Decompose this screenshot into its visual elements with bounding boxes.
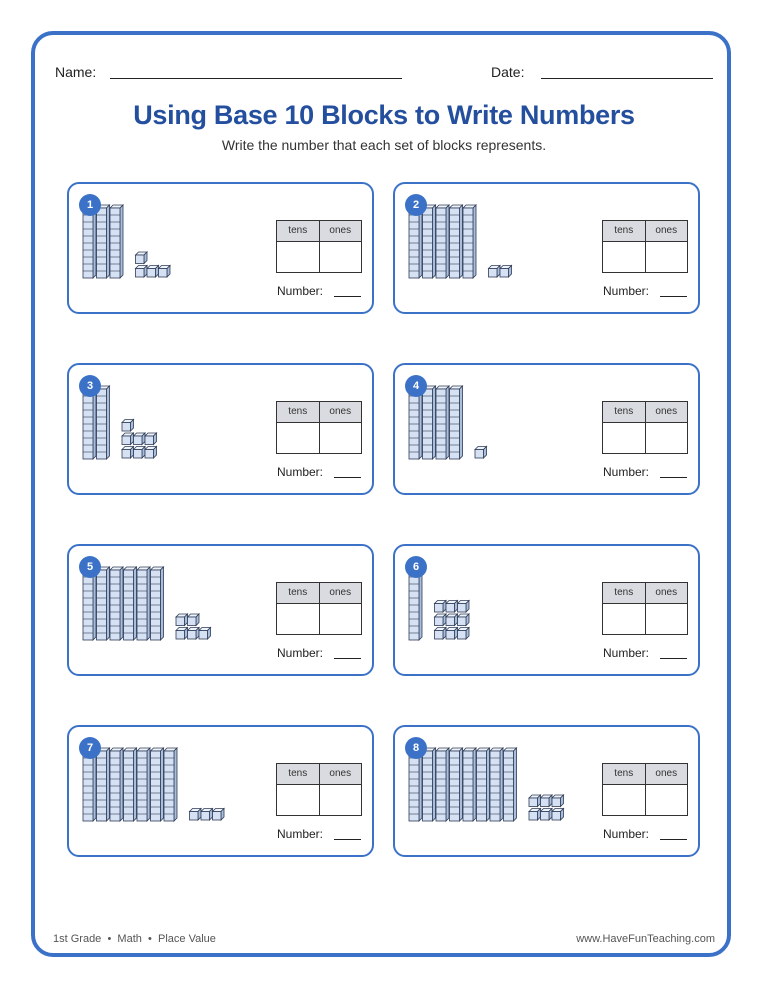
problem-card xyxy=(393,544,700,676)
tens-header: tens xyxy=(277,221,320,241)
place-value-table xyxy=(602,220,688,273)
ones-cube xyxy=(134,447,146,459)
ones-cube xyxy=(201,809,213,821)
tens-rod xyxy=(124,567,137,640)
tens-rod xyxy=(124,748,137,821)
tens-header: tens xyxy=(277,764,320,784)
table-body xyxy=(277,242,361,272)
ones-cube xyxy=(529,809,541,821)
ones-cube xyxy=(541,809,553,821)
ones-answer-cell[interactable] xyxy=(320,604,362,634)
place-value-table xyxy=(276,582,362,635)
tens-rod xyxy=(110,567,123,640)
table-header xyxy=(277,764,361,785)
footer-subject: Math xyxy=(117,933,142,945)
ones-cube xyxy=(446,628,458,640)
ones-cube xyxy=(458,628,470,640)
tens-rod xyxy=(463,748,476,821)
ones-answer-cell[interactable] xyxy=(646,423,688,453)
number-answer-line[interactable] xyxy=(660,658,687,659)
tens-rod xyxy=(97,748,110,821)
ones-cube xyxy=(176,614,188,626)
ones-cube xyxy=(190,809,202,821)
ones-cube xyxy=(541,795,553,807)
ones-answer-cell[interactable] xyxy=(320,242,362,272)
ones-cube xyxy=(199,628,211,640)
table-header xyxy=(603,583,687,604)
tens-rod xyxy=(450,205,463,278)
tens-header: tens xyxy=(277,402,320,422)
problem-number-badge: 1 xyxy=(79,194,101,216)
tens-rod xyxy=(97,386,110,459)
ones-header: ones xyxy=(329,406,352,417)
ones-header: ones xyxy=(329,225,352,236)
number-answer-line[interactable] xyxy=(660,296,687,297)
problem-card xyxy=(67,725,374,857)
tens-rod xyxy=(436,386,449,459)
number-label: Number: xyxy=(277,465,324,479)
tens-rod xyxy=(423,205,436,278)
ones-cube xyxy=(188,628,200,640)
tens-rod xyxy=(450,386,463,459)
tens-rod xyxy=(423,748,436,821)
number-label: Number: xyxy=(277,646,324,660)
footer-topic: Place Value xyxy=(158,933,216,945)
table-body xyxy=(277,604,361,634)
table-header xyxy=(603,764,687,785)
problem-number-badge: 8 xyxy=(405,737,427,759)
ones-cube xyxy=(435,628,447,640)
number-answer-line[interactable] xyxy=(660,839,687,840)
table-header xyxy=(277,402,361,423)
ones-cube xyxy=(188,614,200,626)
ones-cube xyxy=(213,809,225,821)
name-field[interactable] xyxy=(110,78,402,79)
ones-cube xyxy=(145,447,157,459)
ones-cube xyxy=(134,433,146,445)
problem-card xyxy=(393,182,700,314)
tens-rod xyxy=(110,205,123,278)
tens-header: tens xyxy=(603,221,646,241)
table-body xyxy=(603,604,687,634)
number-label: Number: xyxy=(603,465,650,479)
ones-cube xyxy=(136,266,148,278)
ones-answer-cell[interactable] xyxy=(646,242,688,272)
table-body xyxy=(603,423,687,453)
problem-card xyxy=(67,363,374,495)
tens-header: tens xyxy=(603,583,646,603)
ones-cube xyxy=(529,795,541,807)
place-value-table xyxy=(276,220,362,273)
problem-number-badge: 5 xyxy=(79,556,101,578)
tens-header: tens xyxy=(603,402,646,422)
tens-answer-cell[interactable] xyxy=(603,785,646,815)
tens-rod xyxy=(151,567,164,640)
ones-cube xyxy=(552,795,564,807)
page-title: Using Base 10 Blocks to Write Numbers xyxy=(133,100,635,130)
problem-number-badge: 4 xyxy=(405,375,427,397)
table-header xyxy=(603,402,687,423)
ones-cube xyxy=(176,628,188,640)
tens-rod xyxy=(436,748,449,821)
tens-rod xyxy=(436,205,449,278)
number-label: Number: xyxy=(603,646,650,660)
ones-cube xyxy=(136,252,148,264)
ones-cube xyxy=(446,601,458,613)
number-answer-line[interactable] xyxy=(334,296,361,297)
problem-number-badge: 6 xyxy=(405,556,427,578)
tens-rod xyxy=(137,567,150,640)
table-body xyxy=(603,785,687,815)
ones-header: ones xyxy=(655,768,678,779)
ones-cube xyxy=(145,433,157,445)
problem-card xyxy=(67,544,374,676)
place-value-table xyxy=(602,401,688,454)
tens-header: tens xyxy=(277,583,320,603)
problem-card xyxy=(393,725,700,857)
ones-cube xyxy=(147,266,159,278)
ones-answer-cell[interactable] xyxy=(646,604,688,634)
footer-tags xyxy=(53,933,216,945)
place-value-table xyxy=(276,763,362,816)
ones-answer-cell[interactable] xyxy=(320,423,362,453)
number-label: Number: xyxy=(277,284,324,298)
problem-number-badge: 2 xyxy=(405,194,427,216)
footer-bullet: • xyxy=(107,933,112,945)
table-body xyxy=(603,242,687,272)
ones-cube xyxy=(475,447,487,459)
table-header xyxy=(277,583,361,604)
problem-card xyxy=(67,182,374,314)
ones-header: ones xyxy=(655,406,678,417)
ones-cube xyxy=(552,809,564,821)
tens-answer-cell[interactable] xyxy=(603,604,646,634)
number-label: Number: xyxy=(603,284,650,298)
ones-answer-cell[interactable] xyxy=(646,785,688,815)
tens-rod xyxy=(110,748,123,821)
tens-rod xyxy=(463,205,476,278)
number-answer-line[interactable] xyxy=(334,477,361,478)
number-answer-line[interactable] xyxy=(334,839,361,840)
tens-answer-cell[interactable] xyxy=(603,423,646,453)
number-answer-line[interactable] xyxy=(334,658,361,659)
ones-cube xyxy=(446,614,458,626)
ones-header: ones xyxy=(655,225,678,236)
footer-website[interactable]: www.HaveFunTeaching.com xyxy=(576,933,715,945)
number-label: Number: xyxy=(277,827,324,841)
table-body xyxy=(277,423,361,453)
ones-cube xyxy=(458,601,470,613)
date-field[interactable] xyxy=(541,78,713,79)
ones-cube xyxy=(435,601,447,613)
footer-bullet: • xyxy=(148,933,152,945)
ones-cube xyxy=(458,614,470,626)
table-header xyxy=(603,221,687,242)
tens-rod xyxy=(97,205,110,278)
tens-rod xyxy=(450,748,463,821)
page-instructions: Write the number that each set of blocks represents. xyxy=(221,137,547,153)
ones-cube xyxy=(122,447,134,459)
ones-header: ones xyxy=(329,768,352,779)
tens-rod xyxy=(137,748,150,821)
ones-cube xyxy=(122,420,134,432)
tens-answer-cell[interactable] xyxy=(277,242,320,272)
tens-answer-cell[interactable] xyxy=(277,785,320,815)
number-answer-line[interactable] xyxy=(660,477,687,478)
tens-rod xyxy=(490,748,503,821)
ones-answer-cell[interactable] xyxy=(320,785,362,815)
ones-cube xyxy=(159,266,171,278)
ones-header: ones xyxy=(655,587,678,598)
tens-answer-cell[interactable] xyxy=(603,242,646,272)
tens-rod xyxy=(97,567,110,640)
tens-rod xyxy=(477,748,490,821)
table-body xyxy=(277,785,361,815)
ones-cube xyxy=(489,266,501,278)
problem-number-badge: 7 xyxy=(79,737,101,759)
ones-cube xyxy=(122,433,134,445)
number-label: Number: xyxy=(603,827,650,841)
tens-header: tens xyxy=(603,764,646,784)
ones-cube xyxy=(435,614,447,626)
tens-answer-cell[interactable] xyxy=(277,604,320,634)
tens-rod xyxy=(504,748,517,821)
table-header xyxy=(277,221,361,242)
name-label: Name: xyxy=(55,64,97,80)
tens-rod xyxy=(164,748,177,821)
tens-rod xyxy=(151,748,164,821)
place-value-table xyxy=(602,763,688,816)
tens-answer-cell[interactable] xyxy=(277,423,320,453)
footer-grade: 1st Grade xyxy=(53,933,102,945)
ones-header: ones xyxy=(329,587,352,598)
tens-rod xyxy=(423,386,436,459)
problem-number-badge: 3 xyxy=(79,375,101,397)
problem-card xyxy=(393,363,700,495)
place-value-table xyxy=(276,401,362,454)
date-label: Date: xyxy=(491,64,525,80)
ones-cube xyxy=(500,266,512,278)
place-value-table xyxy=(602,582,688,635)
